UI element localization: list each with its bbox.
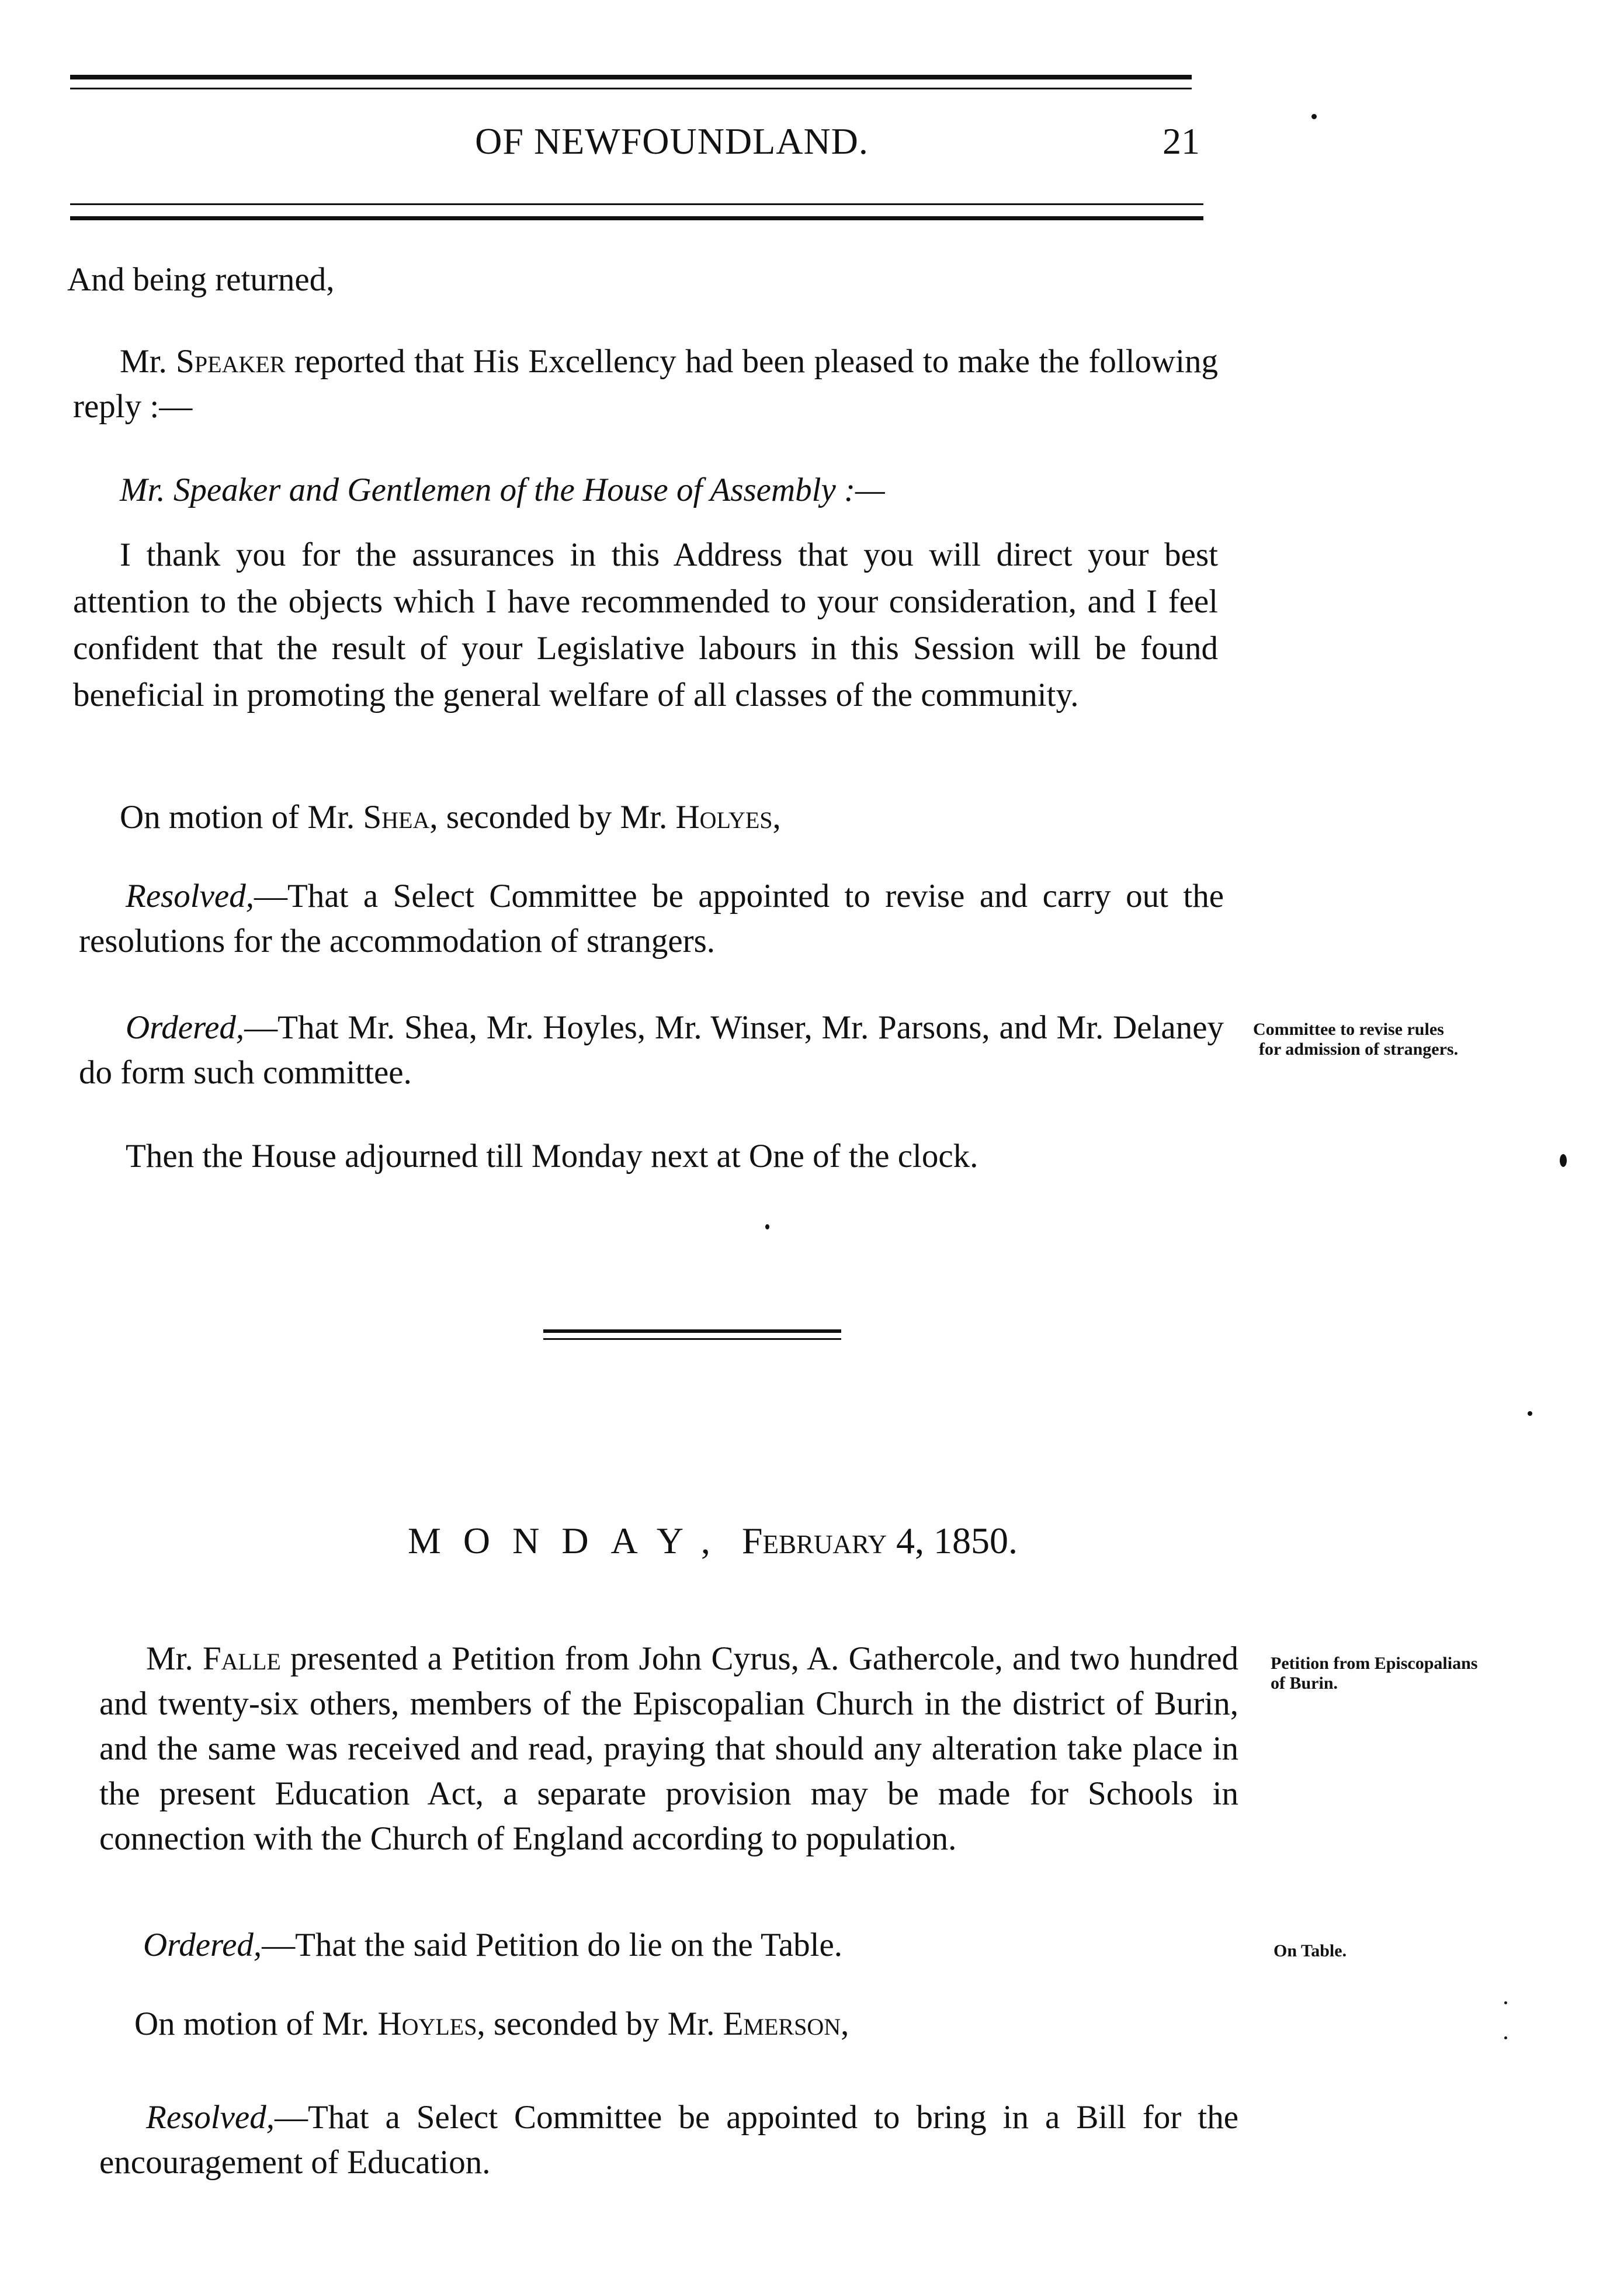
order-petition-table: Ordered,—That the said Petition do lie on the Table.: [143, 1927, 843, 1963]
header-top-rule: [70, 75, 1192, 79]
governor-reply: I thank you for the assurances in this Address that you will direct your best attention to the objects which I have recommended to your consideration, and I feel confident that the result of your Legislative labours in this Session will be found beneficial in promoting the general welfare of all classes of the community.: [73, 536, 1218, 713]
adjournment: Then the House adjourned till Monday next at One of the clock.: [126, 1138, 978, 1175]
scan-speck: [1504, 2036, 1507, 2039]
motion-hoyles: On motion of Mr. Hoyles, seconded by Mr. Emerson,: [134, 2005, 849, 2042]
page-number: 21: [1163, 120, 1200, 162]
paragraph-returned: And being returned,: [67, 261, 335, 298]
falle-name: Falle: [202, 1640, 281, 1677]
speaker-name: Speaker: [176, 343, 286, 380]
header-top-rule-thin: [70, 88, 1192, 89]
order-committee: Ordered,—That Mr. Shea, Mr. Hoyles, Mr. Winser, Mr. Parsons, and Mr. Delaney do form such committee.: [79, 1009, 1224, 1091]
paragraph-speaker-reported: Mr. Speaker reported that His Excellency had been pleased to make the following reply :—: [73, 343, 1218, 425]
petition-falle: Mr. Falle presented a Petition from John Cyrus, A. Gathercole, and two hundred and twenty-six others, members of the Episcopalian Church in the district of Burin, and the same was received and read, praying that should any alteration take place in the present Education Act, a separate provision may be made for Schools in connection with the Church of England according to population.: [99, 1640, 1238, 1857]
section-separator: [543, 1329, 841, 1333]
margin-note-petition: Petition from Episcopalians of Burin.: [1271, 1654, 1478, 1693]
scan-speck: [1528, 1411, 1532, 1416]
address-salutation: Mr. Speaker and Gentlemen of the House of Assembly :—: [120, 472, 885, 508]
margin-note-committee: Committee to revise rules for admission of strangers.: [1253, 1020, 1459, 1059]
motion-shea: On motion of Mr. Shea, seconded by Mr. Holyes,: [120, 799, 781, 836]
resolution-strangers: Resolved,—That a Select Committee be appointed to revise and carry out the resolutions for the accommodation of strangers.: [79, 878, 1224, 959]
scan-speck: [1504, 2001, 1507, 2004]
running-header: OF NEWFOUNDLAND.: [475, 120, 869, 162]
scan-speck: [765, 1224, 769, 1229]
margin-note-table: On Table.: [1273, 1941, 1347, 1960]
section-separator-thin: [543, 1338, 841, 1340]
header-bottom-rule: [70, 216, 1203, 220]
resolution-education: Resolved,—That a Select Committee be appointed to bring in a Bill for the encouragement of Education.: [99, 2099, 1238, 2181]
scan-speck: [1560, 1154, 1567, 1167]
scan-speck: [1311, 114, 1317, 119]
date-heading: MONDAY, February 4, 1850.: [407, 1520, 1018, 1561]
header-bottom-rule-thin: [70, 203, 1203, 205]
